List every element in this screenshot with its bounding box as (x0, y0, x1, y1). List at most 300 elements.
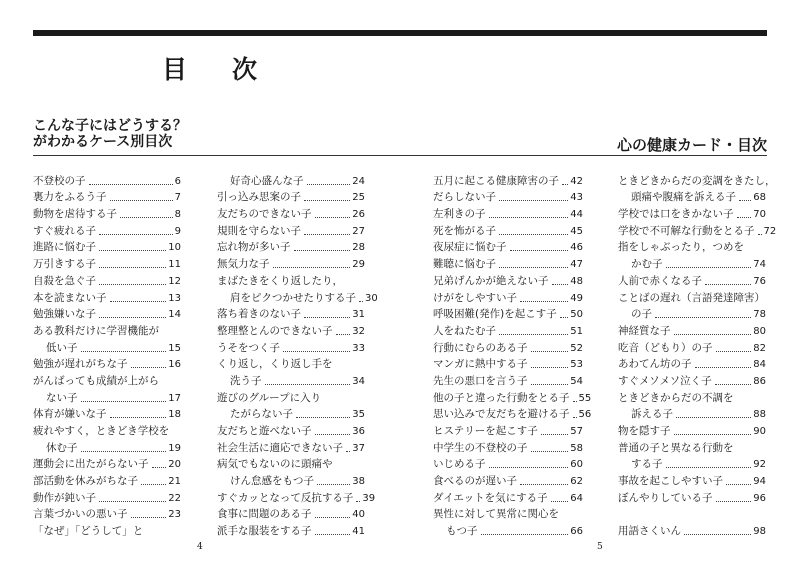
toc-entry-label: 「なぜ」「どうして」と (33, 525, 144, 538)
toc-page-number: 22 (168, 492, 181, 504)
toc-entry-label: 万引きする子 (33, 258, 96, 271)
toc-entry (618, 305, 766, 322)
toc-entry-label: 勉強が遅れがちな子 (33, 358, 128, 371)
toc-entry-label: 食事に問題のある子 (217, 508, 312, 521)
toc-leader-dots (655, 317, 751, 318)
toc-page-number: 98 (753, 526, 766, 538)
toc-entry (433, 471, 583, 488)
toc-entry (33, 271, 181, 288)
toc-entry (433, 371, 583, 388)
toc-entry (618, 471, 766, 488)
toc-entry-label: 社会生活に適応できない子 (217, 441, 343, 454)
toc-entry (217, 455, 365, 472)
toc-leader-dots (573, 417, 577, 418)
toc-leader-dots (152, 467, 167, 468)
toc-entry (433, 521, 583, 538)
toc-page-number: 20 (168, 459, 181, 471)
toc-leader-dots (131, 367, 167, 368)
toc-page-number: 54 (570, 375, 583, 387)
toc-page-number: 12 (168, 275, 181, 287)
toc-entry-label: 病気でもないのに頭痛や (217, 458, 333, 471)
toc-leader-dots (99, 234, 173, 235)
toc-leader-dots (674, 334, 752, 335)
toc-page-number: 33 (352, 342, 365, 354)
toc-page-number: 32 (352, 325, 365, 337)
toc-page-number: 42 (570, 175, 583, 187)
toc-entry-label: 先生の悪口を言う子 (433, 374, 528, 387)
toc-entry (433, 355, 583, 372)
toc-page-number: 84 (753, 359, 766, 371)
toc-page-number: 21 (168, 476, 181, 488)
toc-entry (217, 471, 365, 488)
toc-leader-dots (99, 267, 166, 268)
toc-page-number: 30 (365, 292, 378, 304)
toc-page-number: 38 (352, 476, 365, 488)
toc-entry-label: 肩をピクつかせたりする子 (230, 291, 356, 304)
toc-page-number: 47 (570, 259, 583, 271)
toc-entry-label: 部活動を休みがちな子 (33, 475, 138, 488)
toc-leader-dots (141, 484, 166, 485)
toc-page-number: 6 (174, 175, 181, 187)
toc-leader-dots (304, 317, 350, 318)
toc-entry-label: 学校で不可解な行動をとる子 (618, 224, 755, 237)
toc-leader-dots (674, 434, 752, 435)
toc-leader-dots (510, 250, 569, 251)
toc-entry-label: ない子 (46, 391, 78, 404)
toc-page-number: 86 (753, 375, 766, 387)
toc-entry-label: 五月に起こる健康障害の子 (433, 174, 559, 187)
subtitle-line-1: こんな子にはどうする？ (33, 118, 187, 134)
toc-entry (33, 171, 181, 188)
toc-leader-dots (499, 200, 568, 201)
page-number-right: 5 (597, 542, 603, 552)
toc-entry (33, 521, 181, 538)
toc-entry (618, 204, 766, 221)
toc-page-number: 94 (753, 476, 766, 488)
toc-entry-label: 食べるのが遅い子 (433, 475, 517, 488)
toc-page-number: 23 (168, 509, 181, 521)
toc-entry (217, 305, 365, 322)
toc-entry-label: ある教科だけに学習機能が (33, 324, 159, 337)
toc-entry (217, 171, 365, 188)
toc-entry (33, 305, 181, 322)
toc-leader-dots (283, 351, 350, 352)
toc-entry-label: すぐメソメソ泣く子 (618, 374, 712, 387)
toc-page-number: 24 (352, 175, 365, 187)
toc-entry (33, 221, 181, 238)
toc-page-number: 70 (753, 209, 766, 221)
toc-leader-dots (99, 501, 166, 502)
toc-page-number: 64 (570, 492, 583, 504)
toc-page-number: 56 (578, 409, 592, 421)
toc-entry (217, 505, 365, 522)
toc-leader-dots (551, 501, 569, 502)
toc-leader-dots (705, 284, 751, 285)
toc-entry (217, 288, 378, 305)
toc-leader-dots (110, 417, 167, 418)
toc-column-3 (433, 171, 592, 538)
toc-entry-label: 夜尿症に悩む子 (433, 241, 507, 254)
toc-entry-label: 整理整とんのできない子 (217, 324, 333, 337)
toc-leader-dots (359, 301, 363, 302)
toc-entry (618, 254, 766, 271)
toc-entry-label: 用語さくいん (618, 525, 681, 538)
toc-leader-dots (110, 200, 173, 201)
toc-entry-label: 学校では口をきかない子 (618, 208, 734, 221)
toc-leader-dots (99, 317, 166, 318)
toc-page-number: 34 (352, 375, 365, 387)
toc-entry-label: 普通の子と異なる行動を (618, 441, 734, 454)
toc-entry (33, 288, 181, 305)
toc-page-number: 90 (753, 426, 766, 437)
toc-entry-label: 指をしゃぶったり，つめを (618, 241, 744, 254)
toc-entry-label: 落ち着きのない子 (217, 308, 301, 321)
toc-page-number: 50 (570, 309, 583, 321)
toc-entry (33, 321, 181, 338)
toc-leader-dots (317, 484, 350, 485)
toc-entry (618, 505, 766, 522)
toc-leader-dots (560, 317, 569, 318)
toc-entry (433, 221, 583, 238)
toc-entry-label: 自殺を急ぐ子 (33, 274, 96, 287)
toc-leader-dots (715, 384, 752, 385)
toc-page-number: 80 (753, 325, 766, 337)
toc-entry-label: 好奇心盛んな子 (230, 174, 304, 187)
toc-leader-dots (489, 467, 569, 468)
toc-entry-label: 兄弟げんかが絶えない子 (433, 274, 549, 287)
toc-entry-label: 吃音（どもり）の子 (618, 341, 713, 354)
toc-entry-label: 遊びのグループに入り (217, 391, 322, 404)
toc-entry (618, 438, 766, 455)
right-title: 心の健康カード・目次 (616, 136, 767, 154)
toc-entry (618, 238, 766, 255)
toc-entry (618, 271, 766, 288)
toc-entry (217, 405, 365, 422)
toc-entry (217, 254, 365, 271)
page-title: 目 次 (162, 55, 268, 84)
toc-page-number: 72 (763, 225, 777, 237)
toc-entry (33, 238, 181, 255)
toc-leader-dots (684, 534, 751, 535)
toc-entry (33, 471, 181, 488)
toc-leader-dots (531, 384, 569, 385)
toc-entry (433, 338, 583, 355)
toc-entry-label: 友だちと遊べない子 (217, 425, 312, 437)
toc-entry-label: うそをつく子 (217, 341, 280, 354)
toc-page-number: 43 (570, 192, 583, 204)
toc-entry-label: 低い子 (46, 341, 78, 354)
toc-entry (217, 421, 365, 438)
toc-leader-dots (499, 267, 568, 268)
toc-page-number: 14 (168, 309, 181, 321)
toc-entry-label: 異性に対して異常に関心を (433, 508, 559, 521)
toc-entry (433, 271, 583, 288)
toc-leader-dots (99, 250, 166, 251)
toc-leader-dots (315, 434, 351, 435)
toc-entry (433, 405, 592, 422)
toc-entry-label: 難聴に悩む子 (433, 258, 496, 271)
toc-page-number: 57 (570, 426, 583, 437)
top-rule-bar (33, 30, 767, 36)
toc-page-number: 25 (352, 192, 365, 204)
toc-page-number: 88 (753, 409, 766, 421)
toc-entry-label: まばたきをくり返したり， (217, 274, 343, 287)
toc-leader-dots (716, 501, 752, 502)
toc-entry (433, 505, 583, 522)
toc-page-number: 11 (168, 259, 181, 271)
toc-leader-dots (552, 284, 569, 285)
toc-entry-label: 体育が嫌いな子 (33, 408, 107, 421)
toc-entry-label: 訴える子 (631, 408, 673, 421)
toc-entry-label: 裏力をふるう子 (33, 191, 107, 204)
toc-leader-dots (356, 501, 360, 502)
toc-entry (433, 188, 583, 205)
toc-page-number: 37 (352, 442, 365, 454)
toc-leader-dots (531, 451, 569, 452)
toc-leader-dots (89, 184, 173, 185)
toc-page-number: 58 (570, 442, 583, 454)
toc-entry-label: けがをしやすい子 (433, 291, 517, 304)
header-divider (33, 155, 767, 156)
toc-page-number: 53 (570, 359, 583, 371)
toc-entry-label: 動作が鈍い子 (33, 491, 96, 504)
toc-page-number: 36 (352, 426, 365, 437)
toc-entry (33, 438, 181, 455)
toc-entry-label: がんばっても成績が上がら (33, 374, 159, 387)
toc-page-number: 27 (352, 225, 365, 237)
toc-entry-label: 進路に悩む子 (33, 241, 96, 254)
toc-entry-label: けん怠感をもつ子 (230, 475, 314, 488)
toc-leader-dots (315, 517, 351, 518)
toc-entry (217, 488, 376, 505)
toc-page-number: 51 (570, 325, 583, 337)
toc-entry-label: 本を読まない子 (33, 291, 107, 304)
toc-page-number: 29 (352, 259, 365, 271)
toc-entry (433, 305, 583, 322)
toc-entry-label: ぼんやりしている子 (618, 491, 713, 504)
toc-entry (618, 371, 766, 388)
toc-entry (33, 455, 181, 472)
toc-page-number: 18 (168, 409, 181, 421)
toc-entry-label: 疲れやすく，ときどき学校を (33, 425, 170, 437)
toc-page-number: 13 (168, 292, 181, 304)
toc-leader-dots (520, 301, 568, 302)
toc-entry-label: ときどきからだの変調をきたし， (618, 174, 776, 187)
toc-leader-dots (531, 351, 569, 352)
toc-entry (618, 321, 766, 338)
toc-entry-label: 左利きの子 (433, 208, 486, 221)
toc-entry (433, 288, 583, 305)
toc-leader-dots (739, 200, 751, 201)
toc-entry (618, 338, 766, 355)
toc-entry-label: くり返し，くり返し手を (217, 358, 333, 371)
toc-entry-label: すぐカッとなって反抗する子 (217, 491, 354, 504)
toc-leader-dots (81, 401, 167, 402)
toc-leader-dots (531, 367, 569, 368)
toc-entry-label: 規則を守らない子 (217, 224, 301, 237)
toc-entry-label: 事故を起こしやすい子 (618, 475, 723, 488)
toc-entry-label: 引っ込み思案の子 (217, 191, 301, 204)
toc-entry (618, 355, 766, 372)
toc-page-number: 76 (753, 275, 766, 287)
toc-leader-dots (666, 467, 752, 468)
toc-leader-dots (499, 334, 568, 335)
toc-page-number: 55 (578, 392, 592, 404)
toc-entry (217, 321, 365, 338)
toc-page-number: 96 (753, 492, 766, 504)
toc-entry (217, 371, 365, 388)
toc-entry (433, 171, 583, 188)
toc-leader-dots (737, 217, 752, 218)
toc-entry-label: 派手な服装をする子 (217, 525, 312, 538)
toc-entry-label: 神経質な子 (618, 324, 671, 337)
toc-leader-dots (315, 534, 351, 535)
toc-entry-label: 動物を虐待する子 (33, 208, 117, 221)
toc-page-number: 74 (753, 259, 766, 271)
toc-entry-label: あわてん坊の子 (618, 358, 692, 371)
toc-leader-dots (520, 484, 568, 485)
toc-leader-dots (81, 451, 167, 452)
toc-entry-label: ダイエットを気にする子 (433, 491, 548, 504)
toc-leader-dots (666, 267, 752, 268)
toc-entry (618, 521, 766, 538)
toc-column-4 (618, 171, 777, 538)
toc-page-number: 31 (352, 309, 365, 321)
toc-page-number: 16 (168, 359, 181, 371)
toc-leader-dots (99, 284, 166, 285)
toc-entry (217, 438, 365, 455)
toc-entry (433, 421, 583, 438)
toc-entry (33, 488, 181, 505)
toc-entry (618, 221, 777, 238)
toc-leader-dots (695, 367, 752, 368)
toc-leader-dots (265, 384, 351, 385)
toc-page-number: 10 (168, 242, 181, 254)
toc-page-number: 19 (168, 442, 181, 454)
toc-page-number: 48 (570, 275, 583, 287)
toc-entry (217, 388, 365, 405)
toc-page-number: 40 (352, 509, 365, 521)
toc-leader-dots (758, 234, 762, 235)
toc-leader-dots (726, 484, 751, 485)
toc-entry (217, 188, 365, 205)
toc-entry-label: 不登校の子 (33, 174, 86, 187)
toc-entry-label: マンガに熱中する子 (433, 358, 528, 371)
toc-entry-label: 人をねたむ子 (433, 324, 496, 337)
toc-entry (217, 271, 365, 288)
toc-entry (618, 171, 776, 188)
toc-entry (433, 488, 583, 505)
toc-entry (217, 238, 365, 255)
toc-entry (33, 188, 181, 205)
toc-entry (217, 221, 365, 238)
toc-leader-dots (489, 217, 569, 218)
toc-leader-dots (120, 217, 173, 218)
toc-entry-label: 休む子 (46, 441, 78, 454)
toc-page-number: 68 (753, 192, 766, 204)
toc-entry (433, 455, 583, 472)
toc-entry (217, 338, 365, 355)
toc-entry-label: する子 (631, 458, 663, 471)
toc-entry (217, 521, 365, 538)
toc-page-number: 15 (168, 342, 181, 354)
toc-entry (33, 421, 181, 438)
toc-leader-dots (481, 534, 569, 535)
toc-entry-label: 忘れ物が多い子 (217, 241, 291, 254)
toc-page-number: 60 (570, 459, 583, 471)
toc-page-number: 49 (570, 292, 583, 304)
toc-entry (33, 371, 181, 388)
toc-entry (217, 355, 365, 372)
toc-page-number: 82 (753, 342, 766, 354)
toc-entry-label: 他の子と違った行動をとる子 (433, 391, 570, 404)
toc-page-number: 46 (570, 242, 583, 254)
toc-leader-dots (315, 217, 351, 218)
toc-leader-dots (346, 451, 350, 452)
toc-entry (433, 204, 583, 221)
toc-page-number: 44 (570, 209, 583, 221)
toc-leader-dots (273, 267, 351, 268)
toc-leader-dots (336, 334, 351, 335)
toc-leader-dots (541, 434, 568, 435)
toc-entry (433, 438, 583, 455)
toc-entry (618, 188, 766, 205)
toc-entry-label: 言葉づかいの悪い子 (33, 508, 128, 521)
toc-entry (33, 355, 181, 372)
toc-page-number: 41 (352, 526, 365, 538)
toc-page-number: 7 (174, 192, 181, 204)
toc-page-number: 92 (753, 459, 766, 471)
toc-entry-label: すぐ疲れる子 (33, 224, 96, 237)
toc-leader-dots (304, 200, 350, 201)
toc-entry (33, 505, 181, 522)
toc-leader-dots (131, 517, 167, 518)
toc-entry-label: ヒステリーを起こす子 (433, 425, 538, 437)
toc-entry-label: ことばの遅れ（言語発達障害） (618, 291, 765, 304)
toc-entry (618, 288, 766, 305)
toc-entry-label: 運動会に出たがらない子 (33, 458, 149, 471)
toc-entry (33, 405, 181, 422)
toc-column-2 (217, 171, 378, 538)
toc-leader-dots (307, 184, 351, 185)
toc-page-number: 39 (362, 492, 376, 504)
toc-entry (33, 204, 181, 221)
toc-entry (33, 388, 181, 405)
toc-page-number: 8 (174, 209, 181, 221)
toc-page-number: 9 (174, 225, 181, 237)
toc-page-number: 66 (570, 526, 583, 538)
toc-entry-label: いじめる子 (433, 458, 486, 471)
toc-page-number: 35 (352, 409, 365, 421)
subtitle-line-2: がわかるケース別目次 (33, 134, 173, 150)
toc-entry-label: 思い込みで友だちを避ける子 (433, 408, 570, 421)
toc-leader-dots (296, 417, 350, 418)
toc-entry (33, 338, 181, 355)
toc-entry-label: 洗う子 (230, 374, 262, 387)
toc-leader-dots (304, 234, 350, 235)
toc-entry-label: 頭痛や腹痛を訴える子 (631, 191, 736, 204)
toc-leader-dots (562, 184, 568, 185)
toc-leader-dots (499, 234, 568, 235)
toc-entry (433, 254, 583, 271)
toc-leader-dots (573, 401, 577, 402)
toc-leader-dots (110, 301, 167, 302)
toc-entry (433, 238, 583, 255)
toc-entry-label: 死を怖がる子 (433, 224, 496, 237)
toc-entry (433, 388, 592, 405)
toc-entry-label: だらしない子 (433, 191, 496, 204)
toc-entry (433, 321, 583, 338)
